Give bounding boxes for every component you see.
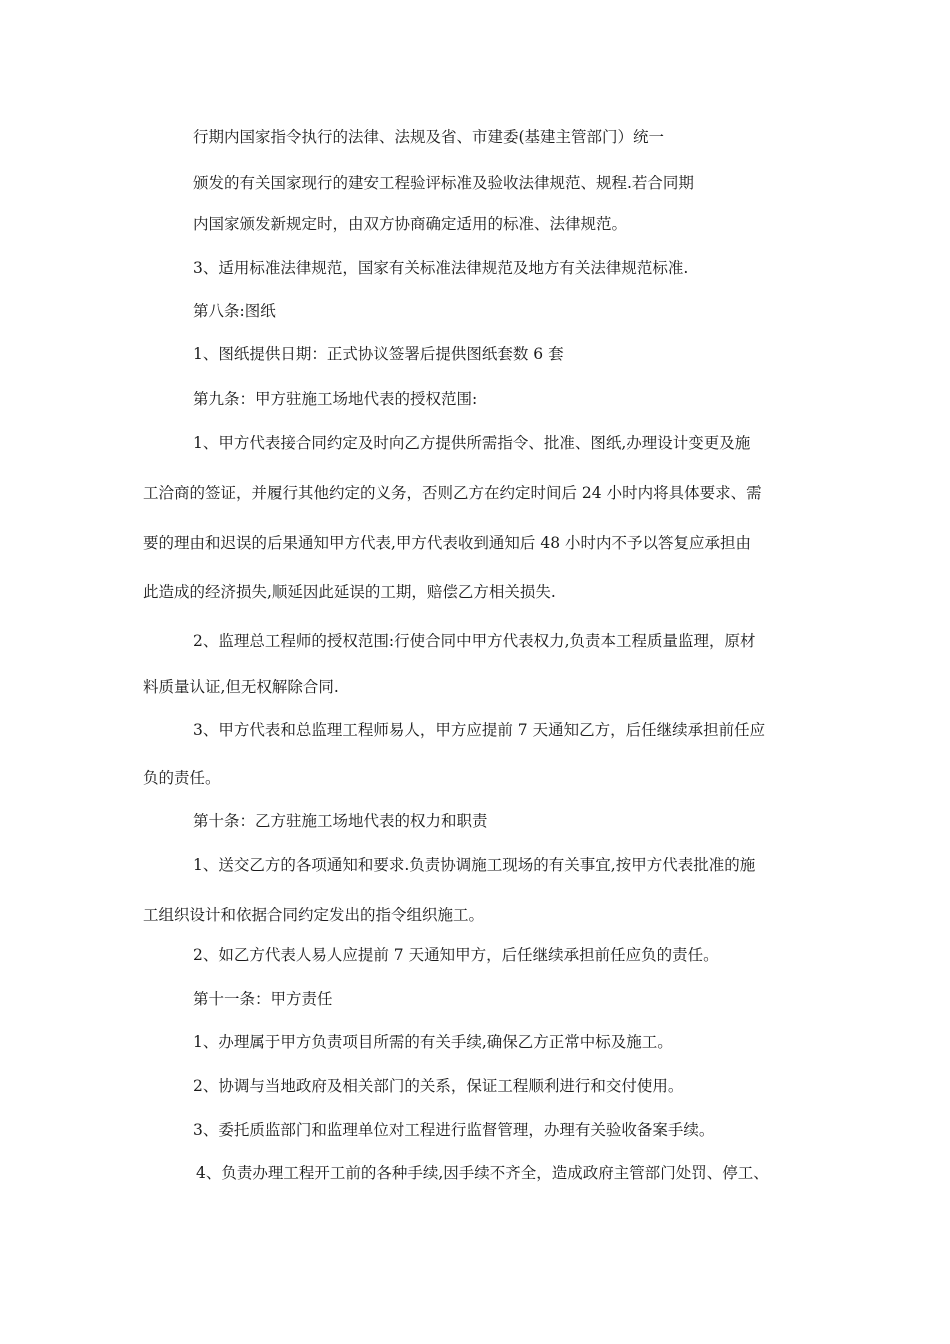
text-line: 1、送交乙方的各项通知和要求.负责协调施工现场的有关事宜,按甲方代表批准的施 — [193, 856, 756, 874]
text-line: 负的责任。 — [143, 769, 221, 787]
text-line: 2、监理总工程师的授权范围:行使合同中甲方代表权力,负责本工程质量监理，原材 — [193, 632, 756, 650]
text-line: 3、适用标准法律规范，国家有关标准法律规范及地方有关法律规范标准. — [193, 259, 689, 277]
text-line: 2、协调与当地政府及相关部门的关系，保证工程顺利进行和交付使用。 — [193, 1077, 684, 1095]
text-line: 2、如乙方代表人易人应提前 7 天通知甲方，后任继续承担前任应负的责任。 — [193, 946, 719, 964]
section-heading: 第十条：乙方驻施工场地代表的权力和职责 — [193, 812, 488, 830]
section-heading: 第九条：甲方驻施工场地代表的授权范围: — [193, 390, 478, 408]
text-line: 3、委托质监部门和监理单位对工程进行监督管理，办理有关验收备案手续。 — [193, 1121, 715, 1139]
text-line: 内国家颁发新规定时，由双方协商确定适用的标准、法律规范。 — [193, 215, 628, 233]
text-line: 颁发的有关国家现行的建安工程验评标准及验收法律规范、规程.若合同期 — [193, 174, 694, 192]
section-heading: 第十一条：甲方责任 — [193, 990, 333, 1008]
text-line: 工组织设计和依据合同约定发出的指令组织施工。 — [143, 906, 485, 924]
text-line: 行期内国家指令执行的法律、法规及省、市建委(基建主管部门）统一 — [193, 128, 665, 146]
text-line: 此造成的经济损失,顺延因此延误的工期，赔偿乙方相关损失. — [143, 583, 556, 601]
text-line: 要的理由和迟误的后果通知甲方代表,甲方代表收到通知后 48 小时内不予以答复应承担由 — [143, 534, 752, 552]
text-line: 4、负责办理工程开工前的各种手续,因手续不齐全，造成政府主管部门处罚、停工、 — [196, 1164, 769, 1182]
text-line: 1、甲方代表接合同约定及时向乙方提供所需指令、批准、图纸,办理设计变更及施 — [193, 434, 751, 452]
text-line: 1、图纸提供日期：正式协议签署后提供图纸套数 6 套 — [193, 345, 564, 363]
text-line: 3、甲方代表和总监理工程师易人，甲方应提前 7 天通知乙方，后任继续承担前任应 — [193, 721, 766, 739]
section-heading: 第八条:图纸 — [193, 302, 276, 320]
text-line: 工洽商的签证，并履行其他约定的义务，否则乙方在约定时间后 24 小时内将具体要求、需 — [143, 484, 762, 502]
text-line: 料质量认证,但无权解除合同. — [143, 678, 339, 696]
text-line: 1、办理属于甲方负责项目所需的有关手续,确保乙方正常中标及施工。 — [193, 1033, 673, 1051]
